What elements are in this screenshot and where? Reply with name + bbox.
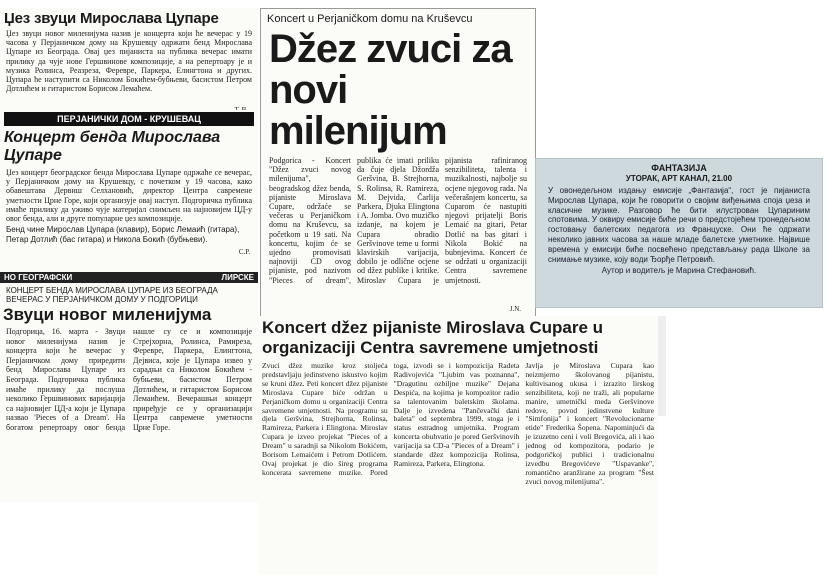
section-banner: ПЕРЈАНИЧКИ ДОМ - КРУШЕВАЦ bbox=[4, 112, 254, 126]
clipping-body: У овонедељном издању емисије „Фантазија“, гост је пијаниста Мирослав Цупара, који ће говорити о својим виђењима споја џеза и класичне музике. Разговор ће бити илустрован Цупариним спотовима. У оквиру емисије биће речи о предстојећем тронедељном гостовању балетских педагога из Француске. Они ће одржати неколико јавних часова за наше младе балетске уметнике. Највише времена у емисији биће посвећено представљању рада Школе за снимање музике, коју води Ђорђе Петровић. bbox=[548, 186, 810, 264]
clipping-koncert-benda bbox=[0, 110, 258, 278]
section-band bbox=[0, 272, 258, 283]
clipping-title: ФАНТАЗИЈА bbox=[651, 163, 707, 173]
clipping-kicker: КОНЦЕРТ БЕНДА МИРОСЛАВА ЦУПАРЕ ИЗ БЕОГРАДА ВЕЧЕРАС У ПЕРЈАНИЧКОМ ДОМУ У ПОДГОРИЦИ bbox=[6, 286, 218, 304]
clipping-dzez-zvuci-za-novi-milenijum bbox=[260, 8, 536, 318]
clipping-title: Џез звуци Мирослава Цупаре bbox=[4, 10, 219, 27]
clipping-title: Koncert džez pijaniste Miroslava Cupare u organizaciji Centra savremene umjetnosti bbox=[262, 318, 604, 357]
clipping-body: Џез концерт београдског бенда Мирослава Цупаре одржаће се вечерас, у Перјаничком дому на Крушевцу, с почетком у 19 часова, како обавештава Дервиш Селхановић, директор Центра савремене уметности Црне Горе, који организује овај наступ. Подгоричка публика имаће прилику да уживо чује материјал снимљен на најновијем ЦД-у овог бенда, али и друге популарне џез композиције. bbox=[6, 168, 252, 224]
clipping-koncert-dzez-pijaniste bbox=[258, 316, 658, 575]
clipping-author: Аутор и водитељ је Марина Стефановић. bbox=[601, 266, 757, 276]
clipping-body: Џез звуци новог миленијума назив је концерта који ће вечерас у 19 часова у Перјаничком дому на Крушевцу одржати бенд Мирослава Цупаре из Београда. Овај џез пијаниста на публика вечерас имати прилику да чује нове Гершвинове композиције, а на репертоару је и музика Ролинса, Реазреза, Феревре, Паркера, Елингтона и других. Цупара ће наступити са Николом Бокићем-бубњеви, басистом Петром Дотлићем и гитаристом Борисом Лемаћем. bbox=[6, 29, 252, 94]
clipping-signature: J.N. bbox=[509, 305, 521, 313]
band-right-label: ЛИРСКЕ bbox=[221, 273, 254, 282]
band-members: Бенд чине Мирослав Цупара (клавир), Борис Лемаић (гитара), Петар Дотлић (бас гитара) и Никола Бокић (бубњеви). bbox=[6, 225, 240, 245]
clipping-body-continued: Javlja je Miroslava Cupara kao neizmjerno školovanog pijanistu, kultivisanog ukusa i izrazito lirskog senzibiliteta, koji ne traži, ali popularne manire, umetnički meda Geršvinove redove, povod jedinstvene kulture "Simfonija" i koncert "Revolucionarne etide" Frederika Šopena. Napominjući da je izuzetno ceni i voli Bregovića, ali i kao jednog od kompozitora, podario je podgoričkoj publici i tradicionalnu izvedbu Bregovićeve "Uspavanke", romantično aranžirane za program "Šest zvuci novog milenijuma". bbox=[525, 361, 654, 486]
clipping-dzez-zvuci-cupare bbox=[0, 8, 258, 116]
clipping-zvuci-novog-milenijuma bbox=[0, 272, 258, 502]
clipping-fantazija bbox=[535, 158, 823, 308]
clipping-subtitle: УТОРАК, АРТ КАНАЛ, 21.00 bbox=[625, 174, 733, 183]
clipping-kicker: Koncert u Perjaničkom domu na Kruševcu bbox=[267, 13, 473, 25]
clipping-body: Zvuci džez muzike kroz stoljeća predstavljaju jedinstveno iskustvo kojim se kruni džez. Peti koncert džez pijaniste Miroslava Cupare biće održan u Perjaničkom domu u organizaciji Centra savremene umjetnosti. Na programu su djela Geršvina, Strejhorna, Rolinsa, Ramireza, Parkera i Elingtona. Miroslav Cupara je izveo projekat "Pieces of a Dream" u saradnji sa Nikolom Bokićem, Borisom Lemaićem i Petrom Dotlićem. Ovaj projekat je dio šireg programa koncerata savremene muzike. Pored toga, izvodi se i kompozicija Radeta Radivojevića "Ljubim vas poznanna", "Dragutinu ozbiljne muzike" Dejana Despića, na kojima je kompozitor radio sa talentovanim baletskim školama. Dalje je izvedena "Pančevački dani baleta" od septembra 1999, stoga je i status estradnog umjetnika. Program koncerta obuhvatio je pored Geršvinovih varijacija sa CD-a "Pieces of a Dream" i standarde džez kompozicija Rolinsa, Ramireza, Parkera, Elingtona. bbox=[262, 361, 520, 477]
clipping-title: Концерт бенда Мирослава Цупаре bbox=[4, 129, 221, 164]
clipping-edge-fragment bbox=[658, 316, 666, 416]
clipping-body: Podgorica - Koncert "Džez zvuci novog milenijuma", beogradskog džez benda, pijaniste Miroslava Cupare, održaće se večeras u Perjaničkom domu na Kruševcu, sa početkom u 19 sati. Na koncertu, kojim će se ujedno promovisati najnoviji CD ovog pijaniste, pod nazivom "Pieces of dream", publika će imati priliku da čuje djela Džordža Geršvina, B. Strejhorna, S. Rolinsa, R. Ramireza, M. Dejvida, Čarlija Parkera, Djuka Elingtona i A. Jomba. Ovo muzičko izdanje, na kojem je Cupara obradio Geršvinove teme u formi klavirskih varijacija, dobilo je odlične ocjene od džez publike i kritike. Miroslav Cupara je pijanista rafiniranog senzibiliteta, talenta i muzikalnosti, najbolje su ocjene njegovog rada. Na večerašnjem koncertu, sa Cuparom će nastupiti njegovi prijatelji Boris Lemaić na gitari, Petar Dotlić na bas gitari i Nikola Bokić na bubnjevima. Koncert će se održati u organizaciji Centra savremene umjetnosti. bbox=[269, 156, 527, 285]
clipping-title: Džez zvuci za novi milenijum bbox=[269, 27, 512, 153]
clipping-title: Звуци новог миленијума bbox=[3, 305, 212, 324]
clipping-signature: С.Р. bbox=[238, 248, 250, 256]
band-left-label: НО ГЕОГРАФСКИ bbox=[4, 273, 73, 282]
clipping-body: Подгорица, 16. марта - Звуци новог миленијума назив је концерта који ће вечерас у Перјаничком дому приредити бенд Мирослава Цупаре из Београда. Подгоричка публика имаће прилику да послуша неколико Гершвинових варијација са најновијег ЦД-а који је Цупара назвао 'Pieces of a Dream'. На богатом репертоару овог бенда нашле су се и композиције Стрејхорна, Ролинса, Рамиреза, Феревре, Паркера, Елингтона, Дејвиса, које је Цупара извео у сарадњи са Николом Бокићем - бубњеви, басистом Петром Дотлићем, и гитаристом Борисом Лемаићем. Вечерашњи концерт приређује се у организацији Центра савремене уметности Црне Горе. bbox=[6, 327, 252, 432]
